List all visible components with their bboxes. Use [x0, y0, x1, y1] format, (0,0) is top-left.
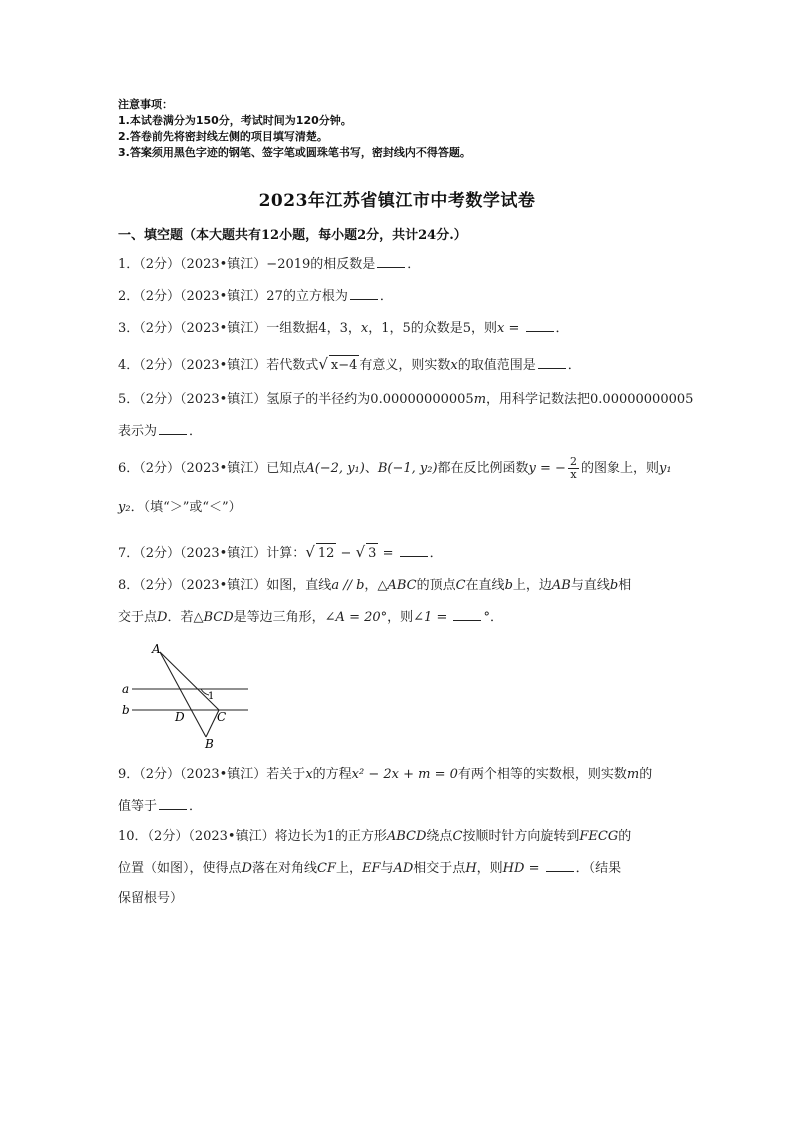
q9-text-c: 有两个相等的实数根，则实数 [457, 767, 627, 782]
q10-prefix: 10．（2分）（2023•镇江） [118, 829, 275, 844]
q6-function-left: y = − [528, 461, 566, 476]
question-5 [118, 390, 693, 410]
q2-text: 27的立方根为 [266, 289, 348, 304]
q5-answer-blank[interactable] [159, 421, 187, 435]
q9-var-x: x [305, 767, 313, 782]
q7-radicand-1: 12 [316, 543, 337, 564]
question-6-line-2 [118, 498, 242, 518]
q4-radicand: x−4 [329, 355, 360, 376]
notice-block [118, 97, 471, 161]
q6-prefix: 6．（2分）（2023•镇江） [118, 461, 267, 476]
q3-end: ． [555, 321, 569, 336]
q10-line2-c: 上， [335, 861, 362, 876]
exam-title: 2023年江苏省镇江市中考数学试卷 [258, 191, 536, 211]
q8-line-b: b [504, 578, 513, 593]
q10-line2-f: ，则 [476, 861, 503, 876]
q6-text-b: 都在反比例函数 [437, 461, 529, 476]
q10-square-fecg: FECG [579, 829, 619, 844]
q1-prefix: 1．（2分）（2023•镇江） [118, 257, 267, 272]
q7-radicand-2: 3 [366, 543, 378, 564]
q3-var-x: x [360, 321, 369, 336]
q9-equation: x² − 2x + m = 0 [351, 767, 458, 782]
q3-var-x2: x [497, 321, 505, 336]
q6-point-b: B(−1, y₂) [377, 461, 438, 476]
q3-text: 一组数据4，3， [266, 321, 361, 336]
q10-answer-blank[interactable] [546, 858, 574, 872]
q7-equals: = [378, 546, 398, 561]
q9-prefix: 9．（2分）（2023•镇江） [118, 767, 267, 782]
label-line-a: a [122, 682, 130, 696]
notice-item-3: 3.答案须用黑色字迹的钢笔、签字笔或圆珠笔书写，密封线内不得答题。 [118, 146, 471, 159]
q4-end: ． [567, 358, 581, 373]
q8-point-c: C [455, 578, 466, 593]
question-6 [118, 456, 672, 481]
q7-prefix: 7．（2分）（2023•镇江） [118, 546, 267, 561]
q10-point-d: D [241, 861, 252, 876]
q6-text-c: 的图象上，则 [580, 461, 659, 476]
q8-line-b-2: b [609, 578, 619, 593]
question-10-line-2 [118, 858, 621, 879]
section-heading: 一、填空题（本大题共有12小题，每小题2分，共计24分.） [118, 228, 467, 243]
q10-point-h: H [465, 861, 477, 876]
q6-sep: 、 [364, 461, 378, 476]
q9-text-d: 的 [639, 767, 653, 782]
q8-point-d: D [157, 610, 168, 625]
q5-unit: m [473, 392, 487, 407]
q10-line2-g: ．（结果 [575, 861, 622, 876]
q8-side-ab: AB [551, 578, 571, 593]
question-1 [118, 254, 420, 275]
q8-text-g: 相 [618, 578, 632, 593]
q6-text: 已知点 [266, 461, 306, 476]
q9-text: 若关于 [266, 767, 306, 782]
q8-end: °． [483, 610, 503, 625]
notice-item-2: 2.答卷前先将密封线左侧的项目填写清楚。 [118, 130, 328, 143]
q8-text-f: 与直线 [570, 578, 610, 593]
q5-text: 氢原子的半径约为0.00000000005 [266, 392, 474, 407]
q8-line2-d: ，则 [387, 610, 414, 625]
q6-frac-num: 2 [569, 455, 577, 468]
q3-answer-blank[interactable] [526, 318, 554, 332]
label-line-b: b [122, 703, 130, 717]
q4-text-b: 有意义，则实数 [359, 358, 451, 373]
q8-answer-blank[interactable] [453, 607, 481, 621]
q10-segment-ef: EF [361, 861, 381, 876]
q10-line2-d: 与 [380, 861, 394, 876]
label-angle-1: 1 [208, 691, 215, 702]
question-10 [118, 827, 631, 847]
q2-end: ． [379, 289, 393, 304]
q6-fraction [568, 456, 579, 481]
q8-angle-1: ∠1 = [413, 610, 452, 625]
q1-end: ． [407, 257, 421, 272]
q8-prefix: 8．（2分）（2023•镇江） [118, 578, 267, 593]
q8-triangle-bcd: △BCD [193, 610, 234, 625]
q6-hint: ．（填“＞”或“＜”） [130, 500, 242, 515]
q5-end: ． [189, 424, 203, 439]
question-8-line-2 [118, 607, 503, 628]
side-ab [160, 652, 206, 737]
q8-text-e: 上，边 [512, 578, 552, 593]
q8-parallel: a // b [331, 578, 365, 593]
q10-line2-e: 相交于点 [413, 861, 466, 876]
q8-line2-a: 交于点 [118, 610, 158, 625]
q9-var-m: m [626, 767, 640, 782]
q10-text-b: 绕点 [426, 829, 453, 844]
notice-item-1: 1.本试卷满分为150分，考试时间为120分钟。 [118, 114, 352, 127]
q5-prefix: 5．（2分）（2023•镇江） [118, 392, 267, 407]
q10-hd: HD = [502, 861, 544, 876]
label-c-point: C [217, 710, 227, 724]
question-5-line-2 [118, 421, 202, 442]
q8-text: 如图，直线 [266, 578, 332, 593]
q9-line2: 值等于 [118, 799, 158, 814]
q10-text-c: 按顺时针方向旋转到 [462, 829, 580, 844]
q10-text-d: 的 [618, 829, 632, 844]
q5-text-b: ，用科学记数法把0.00000000005 [486, 392, 694, 407]
q4-prefix: 4．（2分）（2023•镇江） [118, 358, 267, 373]
question-7: 7．（2分）（2023•镇江）计算：√ 12 − √ 3 = ． [118, 542, 443, 564]
q5-line2: 表示为 [118, 424, 158, 439]
q7-answer-blank[interactable] [400, 543, 428, 557]
q6-point-a: A(−2, y₁) [305, 461, 365, 476]
q8-text-c: 的顶点 [416, 578, 456, 593]
q8-geometry-figure [118, 640, 258, 756]
question-9 [118, 765, 652, 785]
label-b-point: B [205, 737, 214, 751]
q7-minus: − [336, 546, 356, 561]
label-d-point: D [175, 710, 185, 724]
q8-line2-c: 是等边三角形， [233, 610, 325, 625]
question-10-line-3 [118, 889, 183, 909]
q4-var-x: x [450, 358, 458, 373]
q3-equals: = [504, 321, 524, 336]
q4-text-c: 的取值范围是 [457, 358, 536, 373]
q10-line3: 保留根号） [118, 891, 184, 906]
q1-text: −2019的相反数是 [266, 257, 376, 272]
question-8 [118, 576, 631, 596]
q6-var-y2: y₂ [118, 500, 131, 515]
notice-heading: 注意事项： [118, 98, 173, 111]
q3-text-b: ，1，5的众数是5，则 [368, 321, 498, 336]
q3-prefix: 3．（2分）（2023•镇江） [118, 321, 267, 336]
q10-line2-b: 落在对角线 [251, 861, 317, 876]
q8-angle-a: ∠A = 20° [324, 610, 388, 625]
question-9-line-2 [118, 796, 202, 817]
q10-point-c: C [452, 829, 463, 844]
q10-text: 将边长为1的正方形 [274, 829, 387, 844]
q8-comma: ， [364, 578, 378, 593]
q10-diagonal-cf: CF [316, 861, 336, 876]
q9-answer-blank[interactable] [159, 796, 187, 810]
q9-end: ． [189, 799, 203, 814]
q9-text-b: 的方程 [312, 767, 352, 782]
q6-var-y1: y₁ [658, 461, 672, 476]
q2-answer-blank[interactable] [350, 286, 378, 300]
q4-text: 若代数式 [266, 358, 319, 373]
q10-square-abcd: ABCD [386, 829, 427, 844]
question-4: 4．（2分）（2023•镇江）若代数式√ x−4 有意义，则实数x的取值范围是 ． [118, 354, 581, 376]
q8-triangle: △ABC [377, 578, 417, 593]
q7-end: ． [429, 546, 443, 561]
q8-text-d: 在直线 [465, 578, 505, 593]
q10-line2-a: 位置（如图），使得点 [118, 861, 242, 876]
question-3 [118, 318, 569, 339]
q7-text: 计算： [266, 546, 306, 561]
question-2 [118, 286, 393, 307]
q10-segment-ad: AD [393, 861, 414, 876]
q6-frac-den: x [570, 468, 577, 481]
label-a-point: A [152, 642, 161, 656]
q8-line2-b: ．若 [167, 610, 194, 625]
q2-prefix: 2．（2分）（2023•镇江） [118, 289, 267, 304]
q4-answer-blank[interactable] [538, 355, 566, 369]
q1-answer-blank[interactable] [377, 254, 405, 268]
